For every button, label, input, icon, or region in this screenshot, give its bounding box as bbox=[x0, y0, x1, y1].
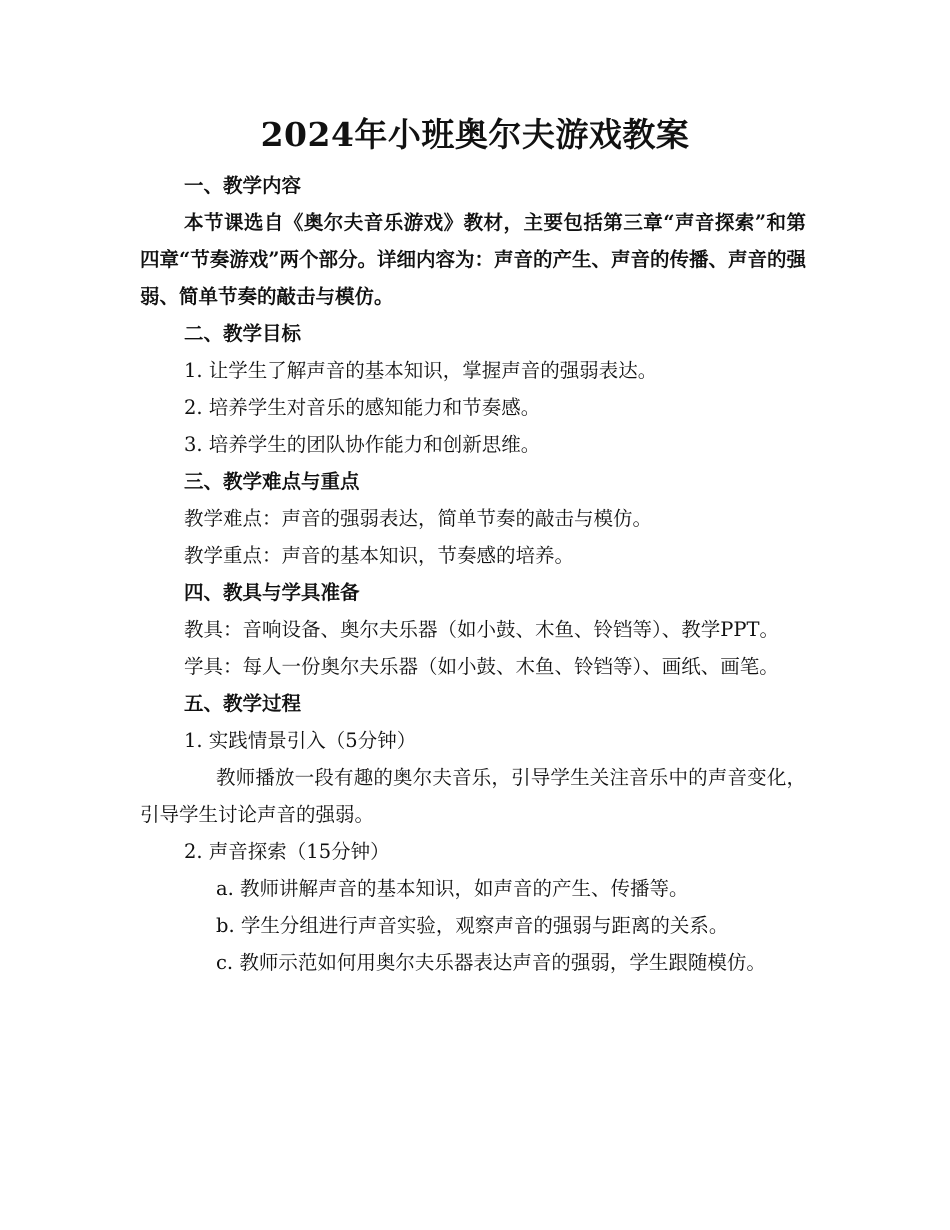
teacher-materials: 教具：音响设备、奥尔夫乐器（如小鼓、木鱼、铃铛等）、教学PPT。 bbox=[184, 618, 779, 641]
document-body bbox=[140, 167, 806, 981]
section-heading-materials: 四、教具与学具准备 bbox=[184, 581, 360, 604]
document-title: 2024年小班奥尔夫游戏教案 bbox=[260, 115, 690, 154]
process-step-2b: b. 学生分组进行声音实验，观察声音的强弱与距离的关系。 bbox=[216, 914, 729, 937]
process-step-1-text: 教师播放一段有趣的奥尔夫音乐，引导学生关注音乐中的声音变化，引导学生讨论声音的强弱。 bbox=[140, 766, 806, 826]
teaching-key-point: 教学重点：声音的基本知识，节奏感的培养。 bbox=[184, 544, 575, 567]
section-heading-difficulties: 三、教学难点与重点 bbox=[184, 470, 360, 493]
goal-item-2: 2. 培养学生对音乐的感知能力和节奏感。 bbox=[184, 396, 541, 419]
teaching-content-paragraph: 本节课选自《奥尔夫音乐游戏》教材，主要包括第三章“声音探索”和第四章“节奏游戏”两个部分。详细内容为：声音的产生、声音的传播、声音的强弱、简单节奏的敲击与模仿。 bbox=[140, 211, 806, 308]
goal-item-3: 3. 培养学生的团队协作能力和创新思维。 bbox=[184, 433, 541, 456]
section-heading-teaching-goals: 二、教学目标 bbox=[184, 322, 302, 345]
goal-item-1: 1. 让学生了解声音的基本知识，掌握声音的强弱表达。 bbox=[184, 359, 658, 382]
section-heading-teaching-content: 一、教学内容 bbox=[184, 174, 302, 197]
process-step-2a: a. 教师讲解声音的基本知识，如声音的产生、传播等。 bbox=[216, 877, 689, 900]
process-step-2-label: 2. 声音探索（15分钟） bbox=[184, 840, 390, 863]
section-heading-process: 五、教学过程 bbox=[184, 692, 302, 715]
process-step-2c: c. 教师示范如何用奥尔夫乐器表达声音的强弱，学生跟随模仿。 bbox=[216, 951, 766, 974]
process-step-1-label: 1. 实践情景引入（5分钟） bbox=[184, 729, 417, 752]
teaching-difficulty: 教学难点：声音的强弱表达，简单节奏的敲击与模仿。 bbox=[184, 507, 653, 530]
student-materials: 学具：每人一份奥尔夫乐器（如小鼓、木鱼、铃铛等）、画纸、画笔。 bbox=[184, 655, 779, 678]
